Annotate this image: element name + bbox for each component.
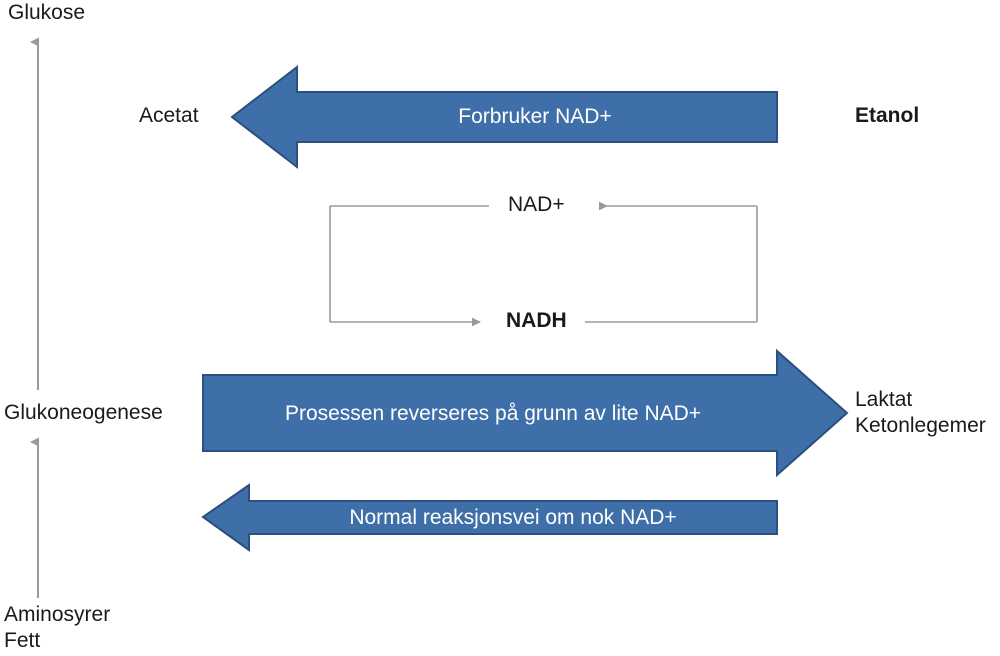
arrow-label-forbruker-nad: Forbruker NAD+ (458, 105, 612, 128)
label-acetat: Acetat (139, 104, 199, 127)
label-nad-plus: NAD+ (508, 193, 565, 216)
label-glukoneogenese: Glukoneogenese (4, 401, 163, 424)
label-fett: Fett (4, 629, 41, 652)
label-aminosyrer: Aminosyrer (4, 603, 111, 626)
label-ketonlegemer: Ketonlegemer (855, 414, 986, 437)
label-glukose: Glukose (8, 1, 86, 24)
arrow-label-prosessen-reverseres: Prosessen reverseres på grunn av lite NAD+ (284, 402, 702, 425)
label-laktat: Laktat (855, 388, 913, 411)
label-nadh: NADH (506, 309, 567, 332)
label-etanol: Etanol (855, 104, 920, 127)
nad-cycle-loop (330, 206, 757, 322)
arrow-label-normal-reaksjonsvei: Normal reaksjonsvei om nok NAD+ (349, 506, 677, 529)
